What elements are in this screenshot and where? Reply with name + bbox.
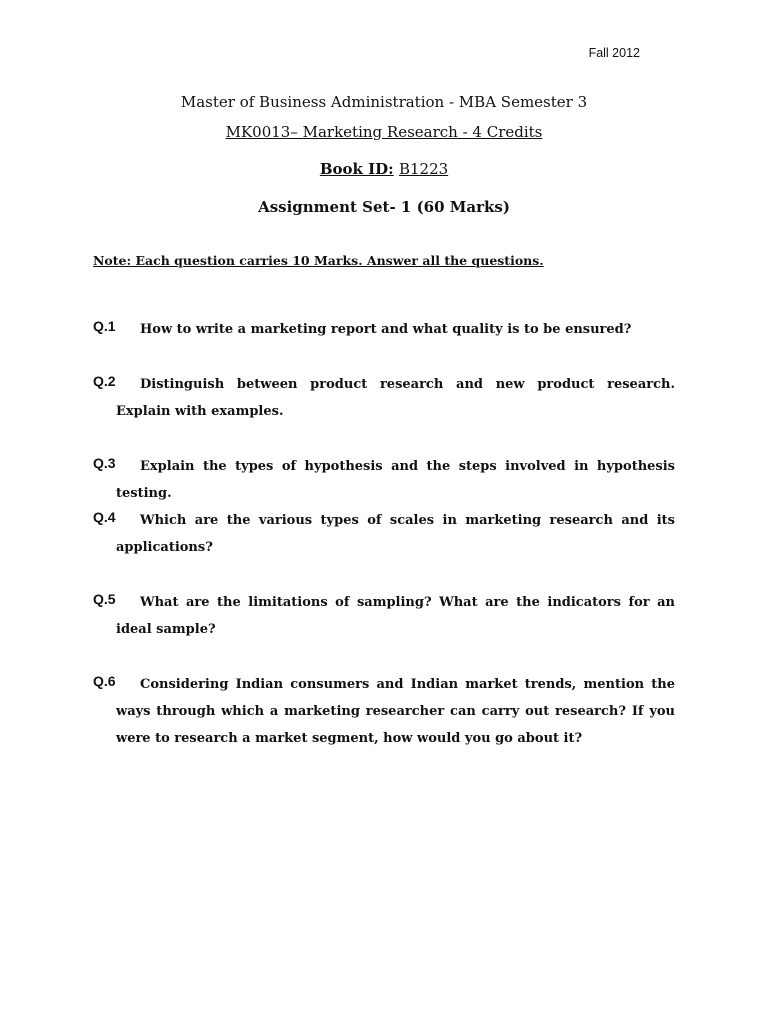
question-number: Q.5 xyxy=(93,591,116,607)
question-item xyxy=(93,453,675,507)
question-text: Explain the types of hypothesis and the steps involved in hypothesis testing. xyxy=(116,459,675,501)
question-item xyxy=(93,371,675,425)
assignment-title: Assignment Set- 1 (60 Marks) xyxy=(258,198,510,216)
question-number: Q.6 xyxy=(93,673,116,689)
question-number: Q.3 xyxy=(93,455,116,471)
question-text: Which are the various types of scales in marketing research and its applications? xyxy=(116,513,675,555)
book-id xyxy=(0,160,768,178)
question-text: Considering Indian consumers and Indian market trends, mention the ways through which a marketing researcher can carry out research? If you were to research a market segment, how would you go about it? xyxy=(116,677,675,746)
question-item xyxy=(93,671,675,752)
program-title: Master of Business Administration - MBA Semester 3 xyxy=(180,93,588,111)
question-item xyxy=(93,507,675,561)
question-number: Q.4 xyxy=(93,509,116,525)
book-id-value: B1223 xyxy=(398,160,449,178)
question-text: Distinguish between product research and new product research. Explain with examples. xyxy=(116,377,675,419)
question-item xyxy=(93,316,675,343)
question-item xyxy=(93,589,675,643)
instructions-note: Note: Each question carries 10 Marks. Answer all the questions. xyxy=(93,253,544,268)
question-text: How to write a marketing report and what quality is to be ensured? xyxy=(140,322,632,337)
semester-label: Fall 2012 xyxy=(588,46,640,60)
book-id-label: Book ID: xyxy=(319,160,394,178)
question-number: Q.2 xyxy=(93,373,116,389)
course-title: MK0013– Marketing Research - 4 Credits xyxy=(225,123,543,141)
question-text: What are the limitations of sampling? What are the indicators for an ideal sample? xyxy=(116,595,675,637)
question-number: Q.1 xyxy=(93,318,116,334)
